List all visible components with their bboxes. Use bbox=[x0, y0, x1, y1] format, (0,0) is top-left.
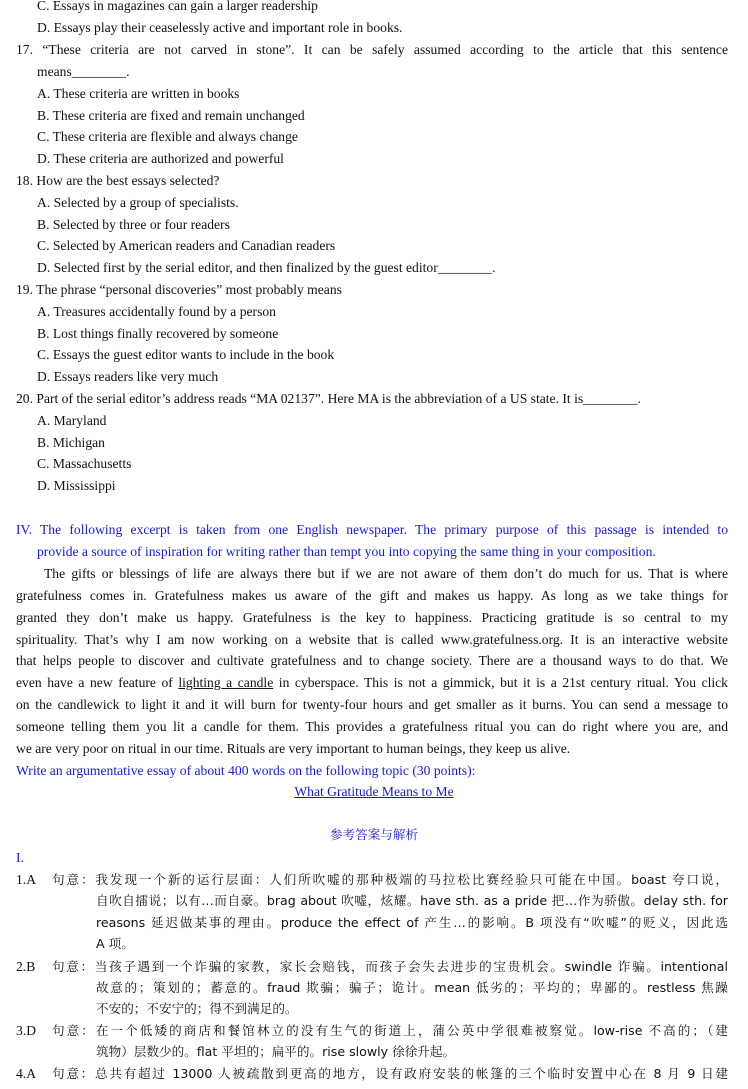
q20-option-d: D. Mississippi bbox=[37, 478, 116, 493]
q19-stem: 19. The phrase “personal discoveries” most probably means bbox=[16, 282, 342, 297]
passage-line-with-link bbox=[16, 673, 728, 693]
answers-section-label: I. bbox=[16, 850, 24, 865]
q20-option-a: A. Maryland bbox=[37, 413, 107, 428]
passage-line: The gifts or blessings of life are always there but if we are not aware of them don’t do much for us. That is where bbox=[44, 566, 728, 581]
section-iv-intro: IV. The following excerpt is taken from one English newspaper. The primary purpose of this passage is intended to bbox=[16, 522, 728, 537]
q17-option-b: B. These criteria are fixed and remain unchanged bbox=[37, 108, 305, 123]
answer-explanation-line: 句意：在一个低矮的商店和餐馆林立的没有生气的街道上，蒲公英中学很难被察觉。low-rise 不高的；（建 bbox=[52, 1023, 728, 1038]
answer-number: 1.A bbox=[16, 872, 37, 887]
answer-number: 2.B bbox=[16, 959, 36, 974]
answer-explanation-line: 筑物）层数少的。flat 平坦的；扁平的。rise slowly 徐徐升起。 bbox=[96, 1044, 456, 1059]
q17-option-a: A. These criteria are written in books bbox=[37, 86, 240, 101]
q18-option-a: A. Selected by a group of specialists. bbox=[37, 195, 239, 210]
passage-line: granted they don’t make us happy. Gratefulness is the key to happiness. Practicing gratitude is so central to my bbox=[16, 610, 728, 625]
q18-option-c: C. Selected by American readers and Canadian readers bbox=[37, 238, 336, 253]
passage-line: we are very poor on ritual in our time. Rituals are very important to human beings, they keep us alive. bbox=[16, 741, 571, 756]
q19-option-a: A. Treasures accidentally found by a person bbox=[37, 304, 276, 319]
answer-explanation-line: 不安的；不安宁的；得不到满足的。 bbox=[96, 1001, 298, 1016]
answer-explanation-line: A 项。 bbox=[96, 936, 134, 951]
lighting-a-candle-phrase: lighting a candle bbox=[178, 675, 274, 690]
passage-line: that helps people to discover and cultivate gratefulness and to change society. There are a thousand ways to do that. We bbox=[16, 653, 728, 668]
q17-option-d: D. These criteria are authorized and powerful bbox=[37, 151, 284, 166]
answers-heading: 参考答案与解析 bbox=[329, 827, 419, 842]
q20-option-c: C. Massachusetts bbox=[37, 456, 132, 471]
q19-option-b: B. Lost things finally recovered by someone bbox=[37, 326, 279, 341]
passage-line: someone telling them you lit a candle for them. This provides a gratefulness ritual you can do right where you are, and bbox=[16, 719, 728, 734]
q19-option-c: C. Essays the guest editor wants to include in the book bbox=[37, 347, 335, 362]
q17-option-c: C. These criteria are flexible and always change bbox=[37, 129, 298, 144]
passage-line: spirituality. That’s why I am now working on a website that is called www.gratefulness.org. It is an interactive website bbox=[16, 632, 728, 647]
q19-option-d: D. Essays readers like very much bbox=[37, 369, 219, 384]
q17-stem: 17. “These criteria are not carved in stone”. It can be safely assumed according to the article that this sentence bbox=[16, 42, 728, 57]
q18-option-b: B. Selected by three or four readers bbox=[37, 217, 230, 232]
answer-explanation-line: reasons 延迟做某事的理由。produce the effect of 产生…的影响。B 项没有“吹嘘”的贬义，因此选 bbox=[96, 915, 728, 930]
q16-option-d: D. Essays play their ceaselessly active and important role in books. bbox=[37, 20, 403, 35]
section-iv-intro-continued: provide a source of inspiration for writing rather than tempt you into copying the same thing in your composition. bbox=[37, 544, 656, 559]
q17-stem-continued: means________. bbox=[37, 64, 130, 79]
answer-number: 3.D bbox=[16, 1023, 37, 1038]
answer-explanation-line: 故意的；策划的；蓄意的。fraud 欺骗；骗子；诡计。mean 低劣的；平均的；卑鄙的。restless 焦躁 bbox=[96, 980, 728, 995]
essay-topic: What Gratitude Means to Me bbox=[294, 784, 454, 799]
q18-option-d: D. Selected first by the serial editor, and then finalized by the guest editor________. bbox=[37, 260, 496, 275]
answer-explanation-line: 句意：总共有超过 13000 人被疏散到更高的地方，设有政府安装的帐篷的三个临时安置中心在 8 月 9 日建 bbox=[52, 1066, 728, 1081]
answer-explanation-line: 句意：当孩子遇到一个诈骗的家教，家长会赔钱，而孩子会失去进步的宝贵机会。swindle 诈骗。intentional bbox=[52, 959, 728, 974]
passage-text: even have a new feature of bbox=[16, 675, 179, 690]
q16-option-c: C. Essays in magazines can gain a larger readership bbox=[37, 0, 318, 13]
passage-line: on the candlewick to light it and it will burn for twenty-four hours and get smaller as it burns. You can send a message to bbox=[16, 697, 728, 712]
passage-text: in cyberspace. This is not a gimmick, but it is a 21st century ritual. You click bbox=[273, 675, 728, 690]
q20-option-b: B. Michigan bbox=[37, 435, 105, 450]
answer-number: 4.A bbox=[16, 1066, 37, 1081]
answer-explanation-line: 句意：我发现一个新的运行层面：人们所吹嘘的那种极端的马拉松比赛经验只可能在中国。boast 夸口说， bbox=[52, 872, 728, 887]
passage-line: gratefulness comes in. Gratefulness makes us aware of the gift and makes us happy. As long as we take things for bbox=[16, 588, 728, 603]
q18-stem: 18. How are the best essays selected? bbox=[16, 173, 220, 188]
essay-task: Write an argumentative essay of about 400 words on the following topic (30 points): bbox=[16, 763, 476, 778]
answer-explanation-line: 自吹自擂说；以有…而自豪。brag about 吹嘘，炫耀。have sth. as a pride 把…作为骄傲。delay sth. for bbox=[96, 893, 728, 908]
q20-stem: 20. Part of the serial editor’s address reads “MA 02137”. Here MA is the abbreviation of a US state. It is________. bbox=[16, 391, 641, 406]
